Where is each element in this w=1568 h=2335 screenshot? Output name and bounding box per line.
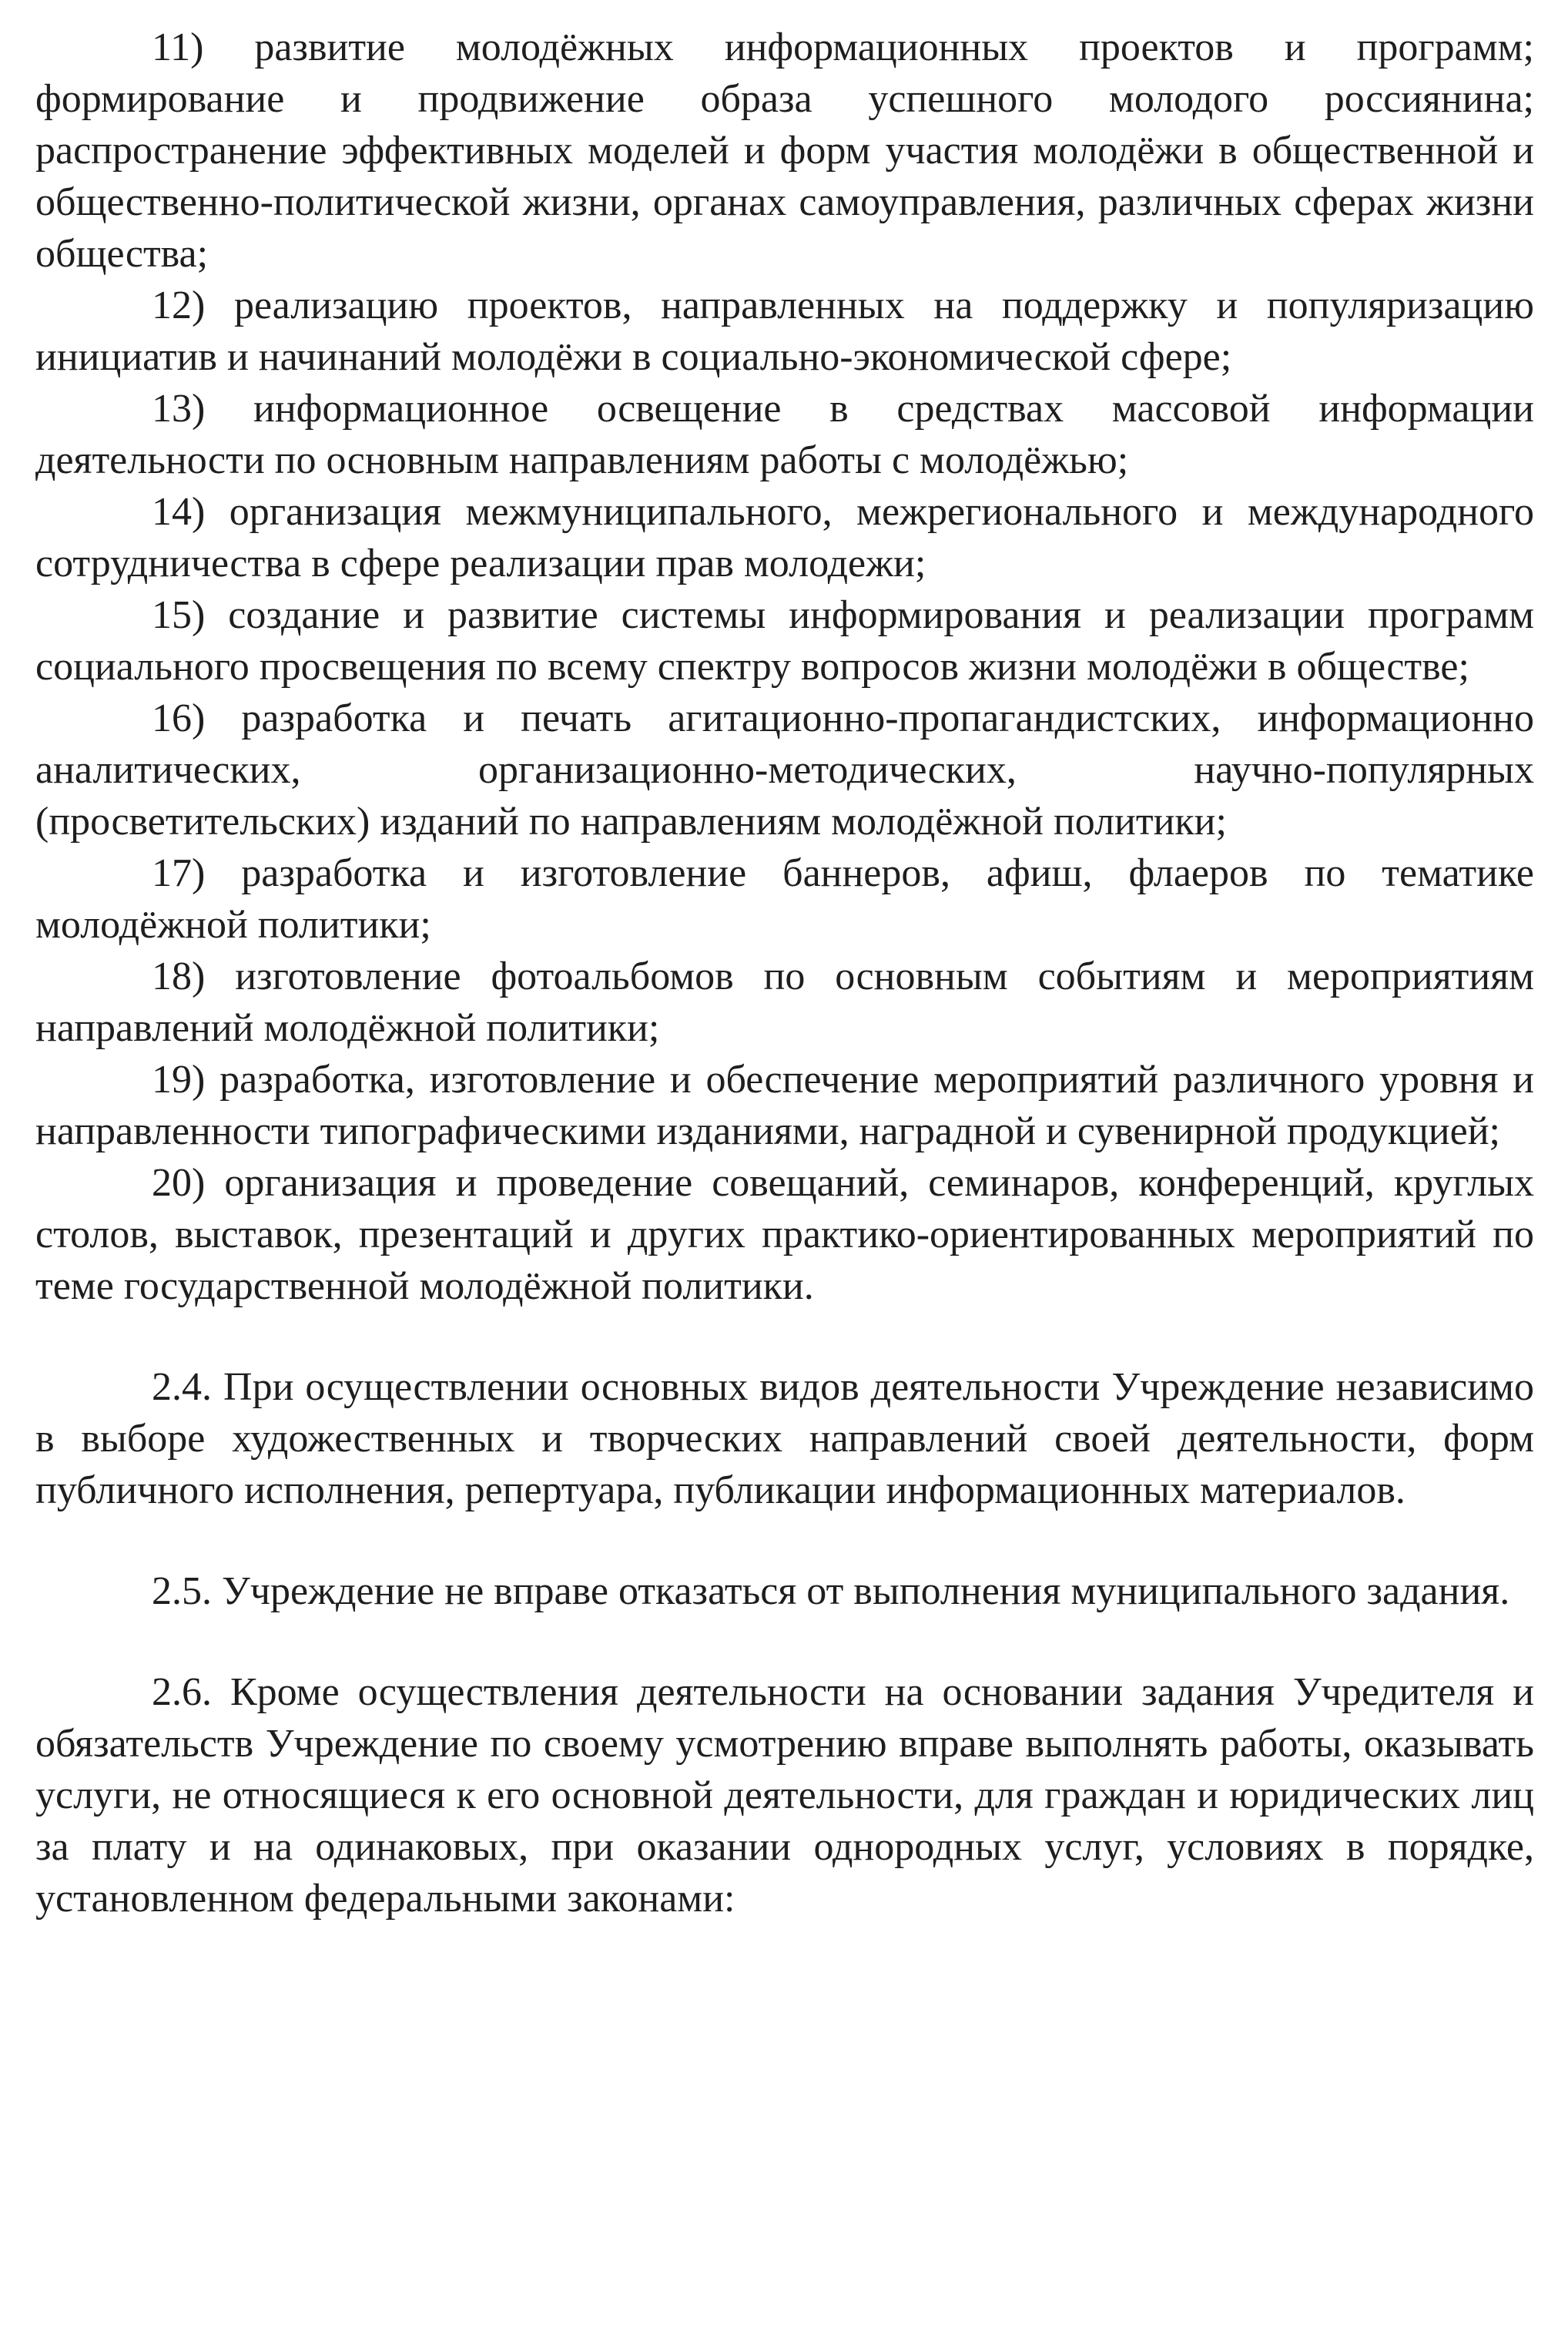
list-item-15: 15) создание и развитие системы информирования и реализации программ социального просвещения по всему спектру вопросов жизни молодёжи в обществе; bbox=[35, 593, 1534, 689]
list-item-16: 16) разработка и печать агитационно-пропагандистских, информационно аналитических, организационно-методических, научно-популярных (просветительских) изданий по направлениям молодёжной политики; bbox=[35, 696, 1534, 844]
section-2-5-paragraph: 2.5. Учреждение не вправе отказаться от выполнения муниципального задания. bbox=[152, 1569, 1510, 1613]
list-item-20: 20) организация и проведение совещаний, семинаров, конференций, круглых столов, выставок, презентаций и других практико-ориентированных мероприятий по теме государственной молодёжной политики. bbox=[35, 1161, 1534, 1308]
list-item-13: 13) информационное освещение в средствах массовой информации деятельности по основным направлениям работы с молодёжью; bbox=[35, 387, 1534, 482]
list-item-18: 18) изготовление фотоальбомов по основным событиям и мероприятиям направлений молодёжной политики; bbox=[35, 954, 1534, 1050]
list-item-14: 14) организация межмуниципального, межрегионального и международного сотрудничества в сфере реализации прав молодежи; bbox=[35, 490, 1534, 585]
list-item-11: 11) развитие молодёжных информационных проектов и программ; формирование и продвижение образа успешного молодого россиянина; распространение эффективных моделей и форм участия молодёжи в общественной и общественно-политической жизни, органах самоуправления, различных сферах жизни общества; bbox=[35, 25, 1534, 276]
list-item-19: 19) разработка, изготовление и обеспечение мероприятий различного уровня и направленности типографическими изданиями, наградной и сувенирной продукцией; bbox=[35, 1058, 1534, 1153]
list-item-17: 17) разработка и изготовление баннеров, афиш, флаеров по тематике молодёжной политики; bbox=[35, 851, 1534, 947]
list-item-12: 12) реализацию проектов, направленных на поддержку и популяризацию инициатив и начинаний молодёжи в социально-экономической сфере; bbox=[35, 283, 1534, 379]
section-2-6-paragraph: 2.6. Кроме осуществления деятельности на основании задания Учредителя и обязательств Учреждение по своему усмотрению вправе выполнять работы, оказывать услуги, не относящиеся к его основной деятельности, для граждан и юридических лиц за плату и на одинаковых, при оказании однородных услуг, условиях в порядке, установленном федеральными законами: bbox=[35, 1670, 1534, 1921]
section-2-4-paragraph: 2.4. При осуществлении основных видов деятельности Учреждение независимо в выборе художественных и творческих направлений своей деятельности, форм публичного исполнения, репертуара, публикации информационных материалов. bbox=[35, 1365, 1534, 1512]
